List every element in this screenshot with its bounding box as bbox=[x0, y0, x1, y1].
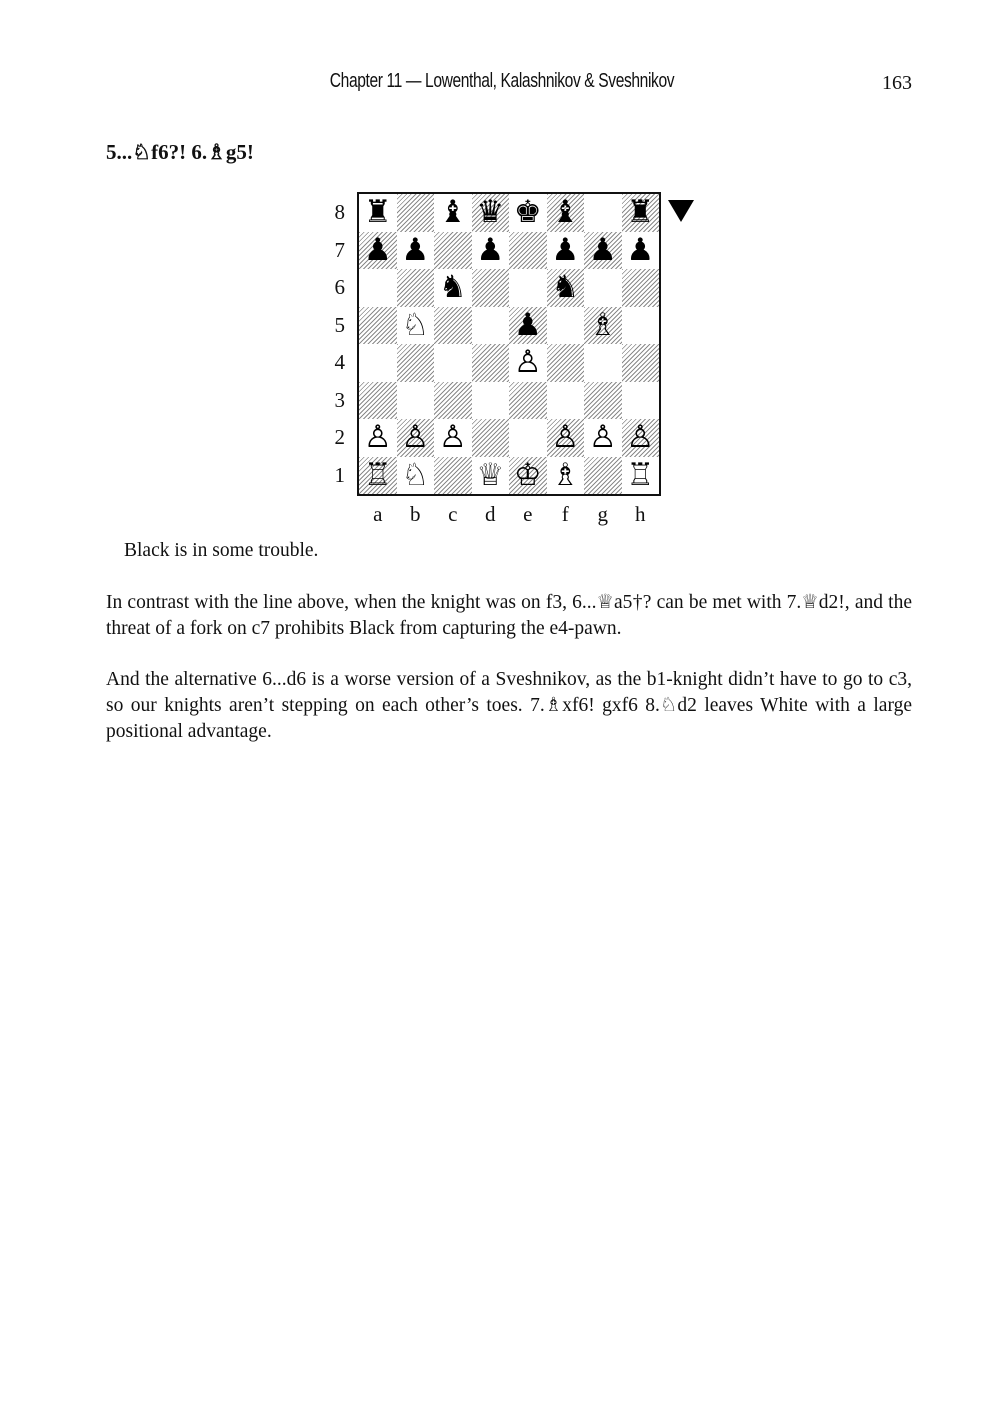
black-pawn-icon: ♟ bbox=[588, 231, 617, 268]
square-e7 bbox=[509, 232, 547, 270]
rank-label: 4 bbox=[334, 350, 345, 374]
square-c7 bbox=[434, 232, 472, 270]
rank-label: 3 bbox=[334, 387, 345, 412]
paragraph: And the alternative 6...d6 is a worse version of a Sveshnikov, as the b1-knight didn’t have to go to c3, so our knights aren’t stepping on each other’s toes. 7.♗xf6! gxf6 8.♘d2 leaves White with a large positional advantage. bbox=[106, 669, 912, 742]
diagram-caption: Black is in some trouble. bbox=[124, 540, 319, 561]
black-queen-icon: ♛ bbox=[476, 194, 505, 230]
rank-label: 1 bbox=[334, 462, 345, 487]
black-pawn-icon: ♟ bbox=[626, 231, 655, 268]
file-label: d bbox=[485, 502, 496, 526]
square-a4 bbox=[359, 344, 397, 382]
square-e2 bbox=[509, 419, 547, 457]
square-c3 bbox=[434, 382, 472, 420]
black-king-icon: ♚ bbox=[513, 194, 542, 230]
white-queen-icon: ♕ bbox=[476, 456, 505, 493]
file-label: g bbox=[597, 502, 608, 526]
rank-label: 7 bbox=[334, 237, 345, 262]
square-h4 bbox=[622, 344, 660, 382]
black-pawn-icon: ♟ bbox=[476, 231, 505, 268]
black-bishop-icon: ♝ bbox=[438, 194, 467, 230]
square-g8 bbox=[584, 194, 622, 232]
square-d2 bbox=[472, 419, 510, 457]
rank-label: 8 bbox=[334, 200, 345, 224]
black-pawn-icon: ♟ bbox=[401, 231, 430, 268]
rank-label: 5 bbox=[334, 312, 345, 337]
square-b4 bbox=[397, 344, 435, 382]
white-pawn-icon: ♙ bbox=[551, 419, 580, 455]
square-h6 bbox=[622, 269, 660, 307]
black-rook-icon: ♜ bbox=[626, 194, 655, 230]
square-f4 bbox=[547, 344, 585, 382]
square-e6 bbox=[509, 269, 547, 307]
white-pawn-icon: ♙ bbox=[513, 344, 542, 380]
square-f5 bbox=[547, 307, 585, 345]
square-f3 bbox=[547, 382, 585, 420]
black-pawn-icon: ♟ bbox=[513, 306, 542, 343]
file-label: b bbox=[410, 502, 421, 526]
file-label: h bbox=[635, 502, 646, 526]
rank-label: 2 bbox=[334, 425, 345, 449]
file-label: a bbox=[373, 502, 383, 526]
square-b3 bbox=[397, 382, 435, 420]
white-knight-icon: ♘ bbox=[401, 306, 430, 343]
white-pawn-icon: ♙ bbox=[363, 419, 392, 455]
square-d6 bbox=[472, 269, 510, 307]
square-a3 bbox=[359, 382, 397, 420]
square-d5 bbox=[472, 307, 510, 345]
black-rook-icon: ♜ bbox=[363, 194, 392, 230]
running-head: Chapter 11 — Lowenthal, Kalashnikov & Sveshnikov bbox=[329, 70, 675, 92]
white-rook-icon: ♖ bbox=[626, 456, 655, 493]
white-bishop-icon: ♗ bbox=[551, 456, 580, 493]
file-label: f bbox=[561, 502, 569, 526]
white-pawn-icon: ♙ bbox=[626, 419, 655, 455]
page-number: 163 bbox=[882, 72, 912, 94]
square-g4 bbox=[584, 344, 622, 382]
square-c1 bbox=[434, 457, 472, 495]
square-a6 bbox=[359, 269, 397, 307]
black-knight-icon: ♞ bbox=[438, 269, 467, 305]
square-g1 bbox=[584, 457, 622, 495]
paragraph: In contrast with the line above, when the knight was on f3, 6...♕a5†? can be met with 7.♕d2!, and the threat of a fork on c7 prohibits Black from capturing the e4-pawn. bbox=[106, 592, 912, 639]
black-knight-icon: ♞ bbox=[551, 269, 580, 305]
square-c4 bbox=[434, 344, 472, 382]
rank-label: 6 bbox=[334, 275, 345, 299]
black-pawn-icon: ♟ bbox=[363, 231, 392, 268]
square-g6 bbox=[584, 269, 622, 307]
move-heading: 5...♘f6?! 6.♗g5! bbox=[106, 140, 254, 164]
white-pawn-icon: ♙ bbox=[438, 419, 467, 455]
square-a5 bbox=[359, 307, 397, 345]
chess-board bbox=[357, 192, 661, 496]
square-d4 bbox=[472, 344, 510, 382]
square-c5 bbox=[434, 307, 472, 345]
file-label: e bbox=[523, 502, 533, 526]
white-bishop-icon: ♗ bbox=[588, 306, 617, 343]
square-h5 bbox=[622, 307, 660, 345]
square-e3 bbox=[509, 382, 547, 420]
square-h3 bbox=[622, 382, 660, 420]
white-knight-icon: ♘ bbox=[401, 456, 430, 493]
square-b6 bbox=[397, 269, 435, 307]
white-rook-icon: ♖ bbox=[363, 456, 392, 493]
black-bishop-icon: ♝ bbox=[551, 194, 580, 230]
square-g3 bbox=[584, 382, 622, 420]
black-pawn-icon: ♟ bbox=[551, 231, 580, 268]
file-label: c bbox=[448, 502, 458, 526]
square-b8 bbox=[397, 194, 435, 232]
white-king-icon: ♔ bbox=[513, 456, 542, 493]
white-pawn-icon: ♙ bbox=[588, 419, 617, 455]
black-to-move-icon bbox=[668, 200, 694, 222]
white-pawn-icon: ♙ bbox=[401, 419, 430, 455]
square-d3 bbox=[472, 382, 510, 420]
